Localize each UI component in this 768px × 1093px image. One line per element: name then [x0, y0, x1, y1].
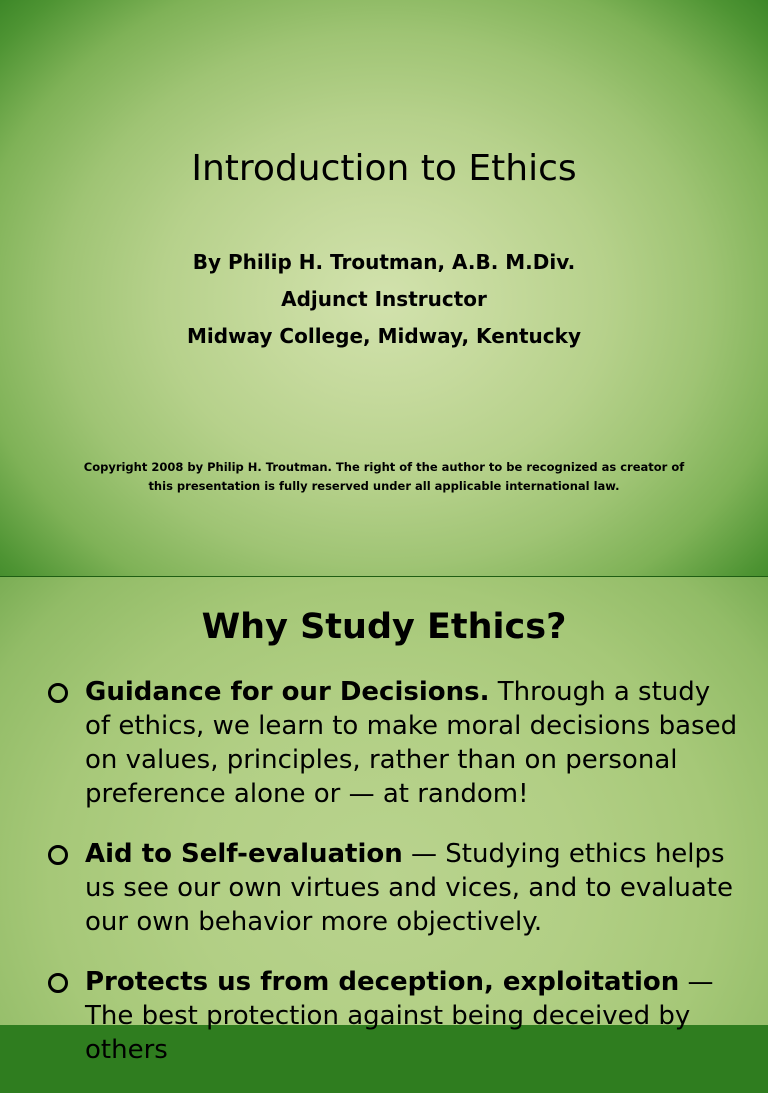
bullet-item — [48, 675, 738, 811]
hollow-circle-bullet-icon — [48, 683, 68, 703]
slide-title: Why Study Ethics? — [201, 607, 567, 647]
bullet-text: — Studying ethics helps us see our own virtues and vices, and to evaluate our own behavior more objectively. — [85, 839, 733, 937]
bullet-text: Through a study of ethics, we learn to make moral decisions based on values, principles, rather than on personal preference alone or — at random! — [85, 677, 738, 809]
bullet-list — [48, 675, 738, 1093]
bullet-item — [48, 837, 738, 939]
institution-line: Midway College, Midway, Kentucky — [187, 324, 581, 348]
copyright-notice: Copyright 2008 by Philip H. Troutman. The right of the author to be recognized as creator of this presentation is fully reserved under all applicable international law. — [83, 460, 685, 493]
hollow-circle-bullet-icon — [48, 973, 68, 993]
bullet-lead: Guidance for our Decisions. — [85, 677, 490, 707]
bullet-text: — The best protection against being deceived by others — [85, 967, 714, 1065]
bullet-item — [48, 965, 738, 1067]
slide-title: Introduction to Ethics — [191, 148, 577, 189]
bullet-lead: Protects us from deception, exploitation — [85, 967, 680, 997]
content-slide — [0, 577, 768, 1065]
role-line: Adjunct Instructor — [281, 287, 487, 311]
author-line: By Philip H. Troutman, A.B. M.Div. — [192, 250, 576, 274]
hollow-circle-bullet-icon — [48, 845, 68, 865]
bullet-lead: Aid to Self-evaluation — [85, 839, 403, 869]
